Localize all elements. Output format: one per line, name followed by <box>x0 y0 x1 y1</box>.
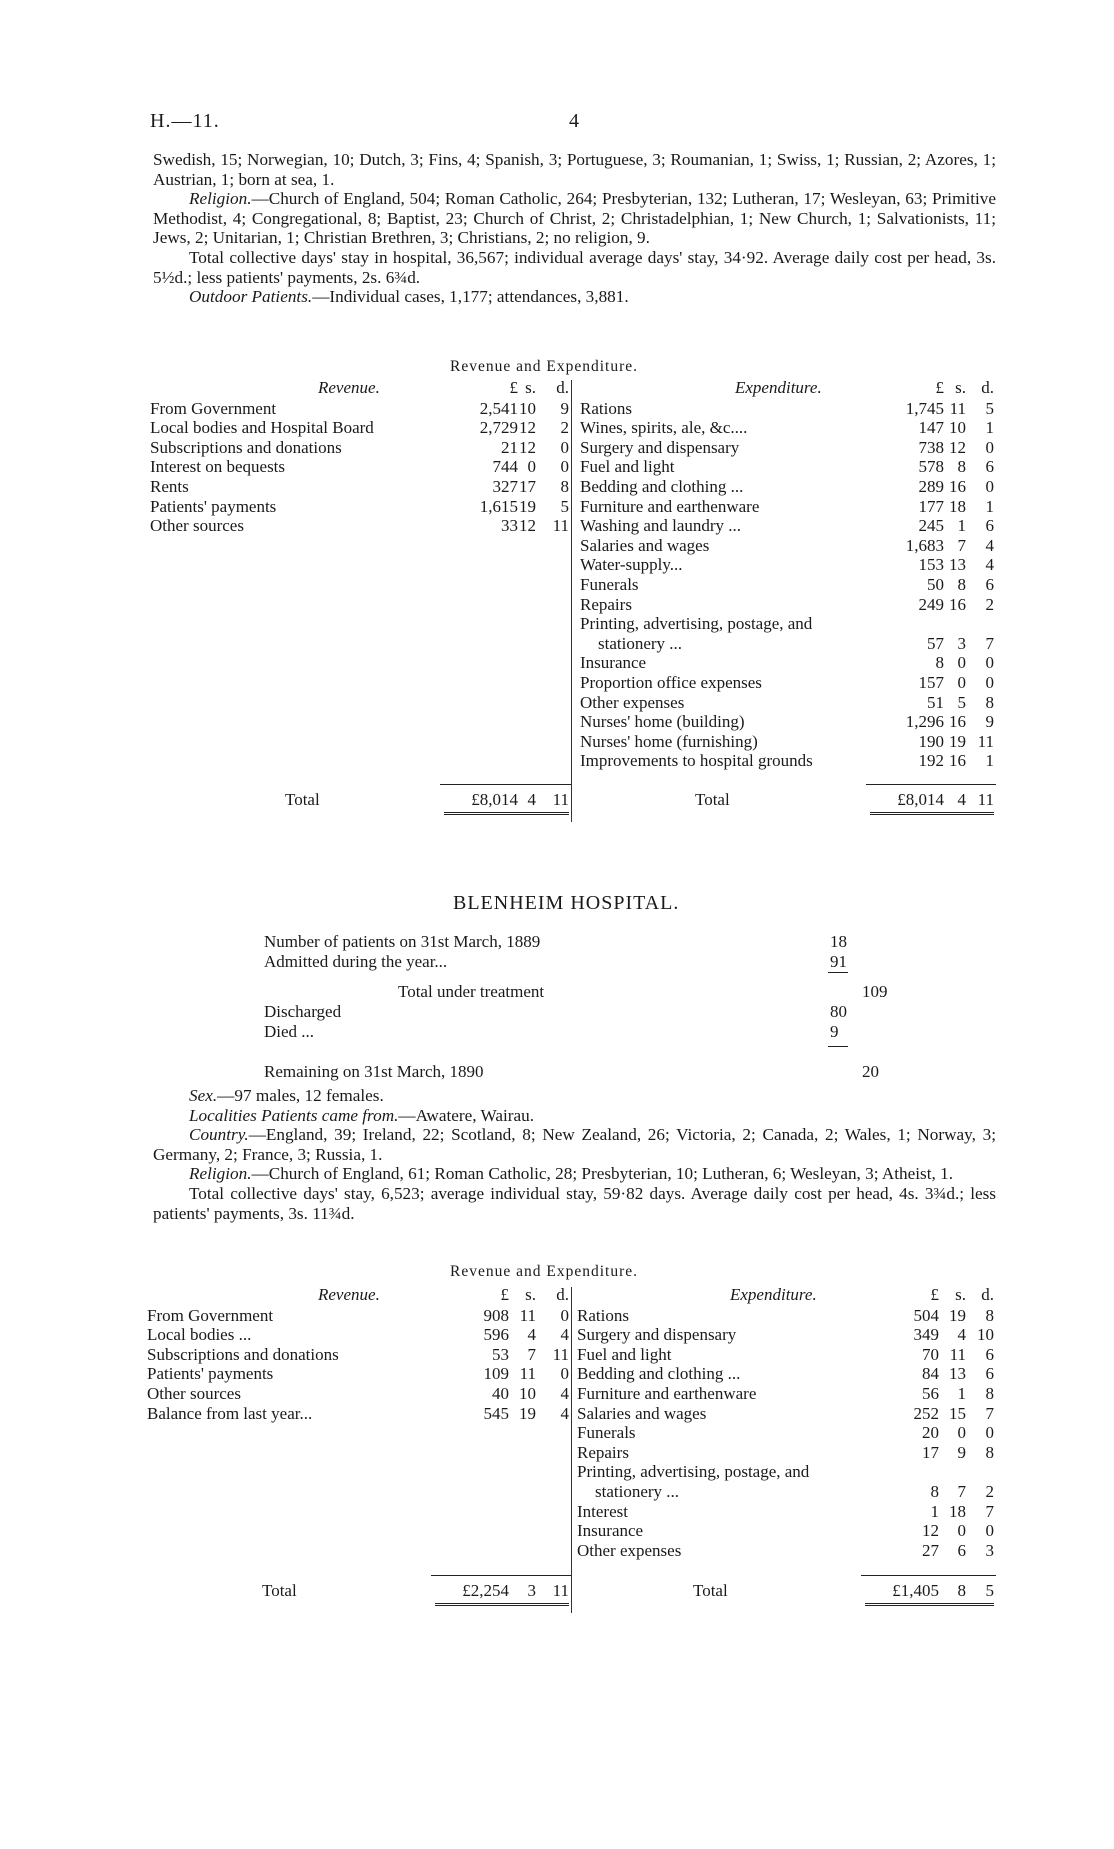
expenditure-item-s: 16 <box>949 594 966 614</box>
revenue-item-label: Other sources <box>150 516 244 536</box>
expenditure-item-s: 19 <box>949 731 966 751</box>
expenditure-header: Expenditure. <box>735 378 822 397</box>
expenditure-item-d: 4 <box>985 535 994 555</box>
revenue-item-s: 11 <box>519 1364 536 1384</box>
expenditure-item-l: 50 <box>927 575 944 594</box>
expenditure-item-s: 3 <box>957 633 966 653</box>
expenditure-total-underline <box>865 1603 994 1606</box>
revenue-total-label: Total <box>262 1581 297 1600</box>
expenditure-item-label: Salaries and wages <box>580 535 710 555</box>
expenditure-item-l: 153 <box>918 555 944 575</box>
admitted-sum-line <box>828 972 848 973</box>
expenditure-item-label: Repairs <box>577 1442 629 1462</box>
revenue-item-label: From Government <box>147 1305 274 1325</box>
revenue-item-label: Subscriptions and donations <box>150 437 342 457</box>
revenue-item-d: 8 <box>560 477 569 496</box>
revenue-total-d: 11 <box>552 1581 569 1600</box>
revenue-total-l: £8,014 <box>471 790 518 809</box>
revenue-item-d: 2 <box>560 418 569 438</box>
expenditure-item-s: 13 <box>949 555 966 575</box>
revenue-item-d: 11 <box>552 1344 569 1364</box>
died-value: 9 <box>830 1022 839 1041</box>
expenditure-item-l: 8 <box>935 653 944 673</box>
remaining-label: Remaining on 31st March, 1890 <box>264 1062 484 1081</box>
sex-paragraph <box>153 1086 996 1106</box>
expenditure-item-label: Interest <box>577 1501 628 1521</box>
expenditure-total-d: 11 <box>977 790 994 809</box>
expenditure-item-d: 4 <box>985 555 994 575</box>
revenue-item-s: 17 <box>519 477 536 496</box>
expenditure-item-label: Surgery and dispensary <box>580 437 740 457</box>
expenditure-item-label: Salaries and wages <box>577 1403 707 1423</box>
expenditure-item-d: 0 <box>985 653 994 673</box>
localities-text: —Awatere, Wairau. <box>398 1105 534 1125</box>
expenditure-col-header-s: s. <box>955 1285 966 1304</box>
admitted-value: 91 <box>830 952 847 971</box>
religion-label: Religion. <box>189 189 252 209</box>
expenditure-item-label: Surgery and dispensary <box>577 1325 737 1345</box>
expenditure-item-d: 8 <box>985 692 994 712</box>
discharged-value: 80 <box>830 1002 847 1021</box>
revenue-item-l: 40 <box>492 1384 509 1403</box>
revenue-item-label: Interest on bequests <box>150 457 286 477</box>
total-label: Total under treatment <box>398 982 545 1001</box>
revenue-item-s: 12 <box>519 437 536 457</box>
revenue-col-header-s: s. <box>525 378 536 397</box>
expenditure-item-label: Nurses' home (building) <box>580 712 745 732</box>
religion2-paragraph <box>153 1164 996 1184</box>
expenditure-item-label: Nurses' home (furnishing) <box>580 731 758 751</box>
expenditure-item-s: 13 <box>949 1364 966 1384</box>
expenditure-sum-line <box>861 1575 996 1576</box>
revenue-item-l: 21 <box>501 437 518 457</box>
revenue-item-s: 0 <box>527 457 536 477</box>
expenditure-item-label: Furniture and earthenware <box>580 496 760 516</box>
expenditure-header: Expenditure. <box>730 1285 817 1304</box>
table1-title-a: Revenue and <box>450 358 542 375</box>
patients-label: Number of patients on 31st March, 1889 <box>264 932 541 951</box>
expenditure-item-d: 6 <box>985 1364 994 1384</box>
revenue-item-label: Rents <box>150 477 189 496</box>
expenditure-item-l: 504 <box>913 1305 939 1325</box>
revenue-item-d: 0 <box>560 457 569 477</box>
revenue-item-l: 744 <box>492 457 518 477</box>
revenue-item-label: Other sources <box>147 1384 241 1403</box>
expenditure-total-s: 8 <box>957 1581 966 1600</box>
revenue-item-label: Local bodies ... <box>147 1325 252 1345</box>
expenditure-item-s: 16 <box>949 477 966 496</box>
expenditure-item-s: 5 <box>957 692 966 712</box>
revenue-total-l: £2,254 <box>462 1581 509 1600</box>
expenditure-item-s: 0 <box>957 1521 966 1541</box>
expenditure-item-s: 0 <box>957 1423 966 1443</box>
nationality-line: Swedish, 15; Norwegian, 10; Dutch, 3; Fins, 4; Spanish, 3; Portuguese, 3; Roumanian, 1; Swiss, 1; Russian, 2; Azores, 1; Austrian, 1; born at sea, 1. <box>153 150 996 189</box>
expenditure-item-label: Furniture and earthenware <box>577 1384 757 1403</box>
expenditure-item-s: 0 <box>957 673 966 692</box>
expenditure-item-label: Water-supply... <box>580 555 683 575</box>
expenditure-item-l: 252 <box>913 1403 939 1423</box>
expenditure-total-label: Total <box>695 790 730 809</box>
expenditure-item-s: 18 <box>949 1501 966 1521</box>
stay-paragraph: Total collective days' stay in hospital, 36,567; individual average days' stay, 34·92. Average daily cost per head, 3s. 5½d.; less patients' payments, 2s. 6¾d. <box>153 247 996 287</box>
expenditure-item-d: 3 <box>985 1540 994 1560</box>
expenditure-item-l: 157 <box>918 673 944 692</box>
remaining-value: 20 <box>862 1062 879 1081</box>
expenditure-total-s: 4 <box>957 790 966 809</box>
revenue-col-header-l: £ <box>509 378 518 397</box>
revenue-sum-line <box>440 784 571 785</box>
expenditure-item-l: 738 <box>918 437 944 457</box>
expenditure-item-s: 6 <box>957 1540 966 1560</box>
expenditure-item-d: 7 <box>985 1403 994 1423</box>
revenue-item-d: 11 <box>552 516 569 536</box>
revenue-item-s: 10 <box>519 1384 536 1403</box>
expenditure-item-d: 8 <box>985 1305 994 1325</box>
revenue-item-label: From Government <box>150 398 277 418</box>
expenditure-item-s: 10 <box>949 418 966 438</box>
table2-title-a: Revenue and <box>450 1263 542 1280</box>
expenditure-item-l: 84 <box>922 1364 939 1384</box>
revenue-item-s: 7 <box>527 1344 536 1364</box>
expenditure-item-s: 19 <box>949 1305 966 1325</box>
revenue-header: Revenue. <box>318 1285 380 1304</box>
expenditure-item-l: 8 <box>930 1482 939 1501</box>
expenditure-item-l: 249 <box>918 594 944 614</box>
expenditure-col-header-l: £ <box>935 378 944 397</box>
expenditure-item-s: 12 <box>949 437 966 457</box>
discharged-label: Discharged <box>264 1002 342 1021</box>
expenditure-total-label: Total <box>693 1581 728 1600</box>
revenue-item-d: 9 <box>560 398 569 418</box>
revenue-total-underline <box>435 1603 569 1606</box>
revenue-item-s: 10 <box>519 398 536 418</box>
expenditure-item-label: Insurance <box>577 1521 644 1541</box>
expenditure-item-label: Bedding and clothing ... <box>577 1364 741 1384</box>
expenditure-item-l: 17 <box>922 1442 939 1462</box>
expenditure-item-s: 7 <box>957 535 966 555</box>
revenue-item-l: 908 <box>483 1305 509 1325</box>
outdoor-paragraph <box>153 287 996 307</box>
expenditure-item-l: 578 <box>918 457 944 477</box>
expenditure-item-s: 8 <box>957 457 966 477</box>
expenditure-item-label: Proportion office expenses <box>580 673 762 692</box>
expenditure-item-label: Funerals <box>580 575 639 594</box>
country-label: Country. <box>189 1125 249 1145</box>
expenditure-item-s: 15 <box>949 1403 966 1423</box>
intro-text <box>153 150 996 307</box>
expenditure-item-s: 8 <box>957 575 966 594</box>
revenue-item-s: 12 <box>519 418 536 438</box>
expenditure-item-d: 0 <box>985 673 994 692</box>
revenue-item-l: 109 <box>483 1364 509 1384</box>
blenheim-text <box>153 1086 996 1223</box>
localities-label: Localities Patients came from. <box>189 1105 399 1125</box>
revenue-total-underline <box>444 812 569 815</box>
expenditure-item-d: 6 <box>985 575 994 594</box>
revenue-item-d: 0 <box>560 437 569 457</box>
expenditure-item-l: 1,296 <box>905 712 944 732</box>
expenditure-item-label: Improvements to hospital grounds <box>580 751 813 771</box>
expenditure-item-d: 1 <box>985 418 994 438</box>
expenditure-item-label: Fuel and light <box>577 1344 672 1364</box>
revenue-item-l: 327 <box>492 477 518 496</box>
country-paragraph <box>153 1125 996 1164</box>
discharged-sum-line <box>828 1046 848 1047</box>
revenue-item-label: Local bodies and Hospital Board <box>150 418 374 438</box>
expenditure-item-label: Insurance <box>580 653 647 673</box>
expenditure-item-l: 56 <box>922 1384 939 1403</box>
expenditure-item-l: 245 <box>918 516 944 536</box>
expenditure-item-label: Printing, advertising, postage, and <box>577 1462 810 1482</box>
expenditure-item-l: 12 <box>922 1521 939 1541</box>
sex-text: —97 males, 12 females. <box>217 1086 384 1105</box>
expenditure-item-d: 8 <box>985 1442 994 1462</box>
revenue-item-label: Patients' payments <box>147 1364 274 1384</box>
revenue-item-s: 11 <box>519 1305 536 1325</box>
expenditure-item-s: 9 <box>957 1442 966 1462</box>
expenditure-item-d: 11 <box>977 731 994 751</box>
localities-paragraph <box>153 1106 996 1126</box>
expenditure-item-d: 7 <box>985 633 994 653</box>
expenditure-item-l: 51 <box>927 692 944 712</box>
revenue-sum-line <box>431 1575 571 1576</box>
stay2-paragraph: Total collective days' stay, 6,523; average individual stay, 59·82 days. Average daily cost per head, 4s. 3¾d.; less patients' payments, 3s. 11¾d. <box>153 1183 996 1223</box>
revenue-item-d: 4 <box>560 1325 569 1345</box>
expenditure-item-label: Repairs <box>580 594 632 614</box>
expenditure-item-s: 11 <box>949 1344 966 1364</box>
expenditure-item-d: 7 <box>985 1501 994 1521</box>
expenditure-item-l: 70 <box>922 1344 939 1364</box>
expenditure-col-header-d: d. <box>981 1285 994 1304</box>
expenditure-item-label: Other expenses <box>580 692 685 712</box>
religion-paragraph <box>153 189 996 248</box>
expenditure-sum-line <box>866 784 996 785</box>
table1-title-b: Expenditure. <box>546 358 638 375</box>
expenditure-col-header-s: s. <box>955 378 966 397</box>
revenue-item-l: 545 <box>483 1403 509 1423</box>
expenditure-item-s: 18 <box>949 496 966 516</box>
expenditure-item-label: Wines, spirits, ale, &c.... <box>580 418 748 438</box>
revenue-item-l: 2,541 <box>479 398 518 418</box>
expenditure-col-header-l: £ <box>930 1285 939 1304</box>
revenue-header: Revenue. <box>318 378 380 397</box>
revenue-col-header-d: d. <box>556 1285 569 1304</box>
expenditure-col-header-d: d. <box>981 378 994 397</box>
expenditure-item-l: 1,745 <box>905 398 944 418</box>
expenditure-item-label: Rations <box>577 1305 629 1325</box>
expenditure-total-underline <box>870 812 994 815</box>
expenditure-item-label: Printing, advertising, postage, and <box>580 614 813 634</box>
expenditure-item-d: 0 <box>985 1521 994 1541</box>
expenditure-item-d: 2 <box>985 1482 994 1501</box>
expenditure-item-l: 177 <box>918 496 944 516</box>
expenditure-total-l: £8,014 <box>897 790 944 809</box>
revenue-item-label: Subscriptions and donations <box>147 1344 339 1364</box>
expenditure-item-s: 16 <box>949 712 966 732</box>
revenue-item-s: 4 <box>527 1325 536 1345</box>
expenditure-item-d: 8 <box>985 1384 994 1403</box>
expenditure-item-label: Bedding and clothing ... <box>580 477 744 496</box>
expenditure-item-label: Other expenses <box>577 1540 682 1560</box>
revenue-item-l: 53 <box>492 1344 509 1364</box>
expenditure-item-s: 1 <box>957 516 966 536</box>
revenue-item-label: Balance from last year... <box>147 1403 313 1423</box>
expenditure-item-label: stationery ... <box>595 1482 680 1501</box>
page-number: 4 <box>569 110 579 132</box>
column-divider <box>571 1287 572 1613</box>
expenditure-item-d: 2 <box>985 594 994 614</box>
expenditure-item-l: 190 <box>918 731 944 751</box>
revenue-item-s: 19 <box>519 1403 536 1423</box>
outdoor-label: Outdoor Patients. <box>189 287 313 307</box>
revenue-col-header-d: d. <box>556 378 569 397</box>
expenditure-item-d: 0 <box>985 477 994 496</box>
expenditure-total-l: £1,405 <box>892 1581 939 1600</box>
religion-text: —Church of England, 504; Roman Catholic, 264; Presbyterian, 132; Lutheran, 17; Wesleyan, 63; Primitive Methodist, 4; Congregational, 8; Baptist, 23; Church of Christ, 2; Christadelphian, 1; New Church, 1; Salvationists, 11; Jews, 2; Unitarian, 1; Christian Brethren, 3; Christians, 2; no religion, 9. <box>153 189 996 248</box>
revenue-item-l: 2,729 <box>479 418 518 438</box>
hospital-title: BLENHEIM HOSPITAL. <box>453 892 680 914</box>
revenue-total-d: 11 <box>552 790 569 809</box>
expenditure-item-l: 27 <box>922 1540 939 1560</box>
expenditure-item-s: 16 <box>949 751 966 771</box>
country-text: —England, 39; Ireland, 22; Scotland, 8; New Zealand, 26; Victoria, 2; Canada, 2; Wales, 1; Norway, 3; Germany, 2; France, 3; Russia, 1. <box>153 1125 996 1164</box>
table1-title <box>450 358 638 376</box>
expenditure-item-d: 0 <box>985 1423 994 1443</box>
revenue-item-l: 1,615 <box>479 496 518 516</box>
revenue-item-d: 0 <box>560 1305 569 1325</box>
expenditure-item-l: 20 <box>922 1423 939 1443</box>
revenue-item-s: 12 <box>519 516 536 536</box>
expenditure-item-label: Funerals <box>577 1423 636 1443</box>
expenditure-item-d: 0 <box>985 437 994 457</box>
total-value: 109 <box>862 982 888 1001</box>
expenditure-item-d: 10 <box>977 1325 994 1345</box>
expenditure-item-s: 7 <box>957 1482 966 1501</box>
expenditure-item-s: 11 <box>949 398 966 418</box>
revenue-total-label: Total <box>285 790 320 809</box>
expenditure-item-label: Rations <box>580 398 632 418</box>
admitted-label: Admitted during the year... <box>264 952 448 971</box>
revenue-total-s: 4 <box>527 790 536 809</box>
expenditure-item-label: Washing and laundry ... <box>580 516 742 536</box>
expenditure-item-d: 6 <box>985 1344 994 1364</box>
column-divider <box>571 380 572 822</box>
expenditure-item-l: 289 <box>918 477 944 496</box>
expenditure-total-d: 5 <box>985 1581 994 1600</box>
expenditure-item-d: 5 <box>985 398 994 418</box>
expenditure-item-l: 192 <box>918 751 944 771</box>
expenditure-item-l: 147 <box>918 418 944 438</box>
revenue-item-l: 596 <box>483 1325 509 1345</box>
expenditure-item-d: 1 <box>985 751 994 771</box>
revenue-item-l: 33 <box>501 516 518 536</box>
revenue-item-d: 0 <box>560 1364 569 1384</box>
expenditure-item-s: 0 <box>957 653 966 673</box>
religion2-label: Religion. <box>189 1164 252 1184</box>
expenditure-item-label: Fuel and light <box>580 457 675 477</box>
revenue-total-s: 3 <box>527 1581 536 1600</box>
expenditure-item-d: 9 <box>985 712 994 732</box>
expenditure-item-l: 1 <box>930 1501 939 1521</box>
outdoor-text: —Individual cases, 1,177; attendances, 3,881. <box>312 287 629 307</box>
expenditure-item-d: 6 <box>985 457 994 477</box>
revenue-col-header-l: £ <box>500 1285 509 1304</box>
table2-title <box>450 1263 638 1281</box>
expenditure-item-label: stationery ... <box>598 633 683 653</box>
expenditure-item-d: 6 <box>985 516 994 536</box>
report-code: H.—11. <box>150 110 220 132</box>
revenue-item-d: 4 <box>560 1403 569 1423</box>
expenditure-item-d: 1 <box>985 496 994 516</box>
revenue-item-label: Patients' payments <box>150 496 277 516</box>
religion2-text: —Church of England, 61; Roman Catholic, 28; Presbyterian, 10; Lutheran, 6; Wesleyan, 3; Atheist, 1. <box>251 1164 953 1184</box>
expenditure-item-l: 1,683 <box>905 535 944 555</box>
sex-label: Sex. <box>189 1086 218 1105</box>
expenditure-item-s: 4 <box>957 1325 966 1345</box>
revenue-item-d: 5 <box>560 496 569 516</box>
expenditure-item-l: 57 <box>927 633 944 653</box>
patients-value: 18 <box>830 932 847 951</box>
revenue-item-d: 4 <box>560 1384 569 1403</box>
died-label: Died ... <box>264 1022 315 1041</box>
expenditure-item-l: 349 <box>913 1325 939 1345</box>
expenditure-item-s: 1 <box>957 1384 966 1403</box>
revenue-col-header-s: s. <box>525 1285 536 1304</box>
table2-title-b: Expenditure. <box>546 1263 638 1280</box>
revenue-item-s: 19 <box>519 496 536 516</box>
